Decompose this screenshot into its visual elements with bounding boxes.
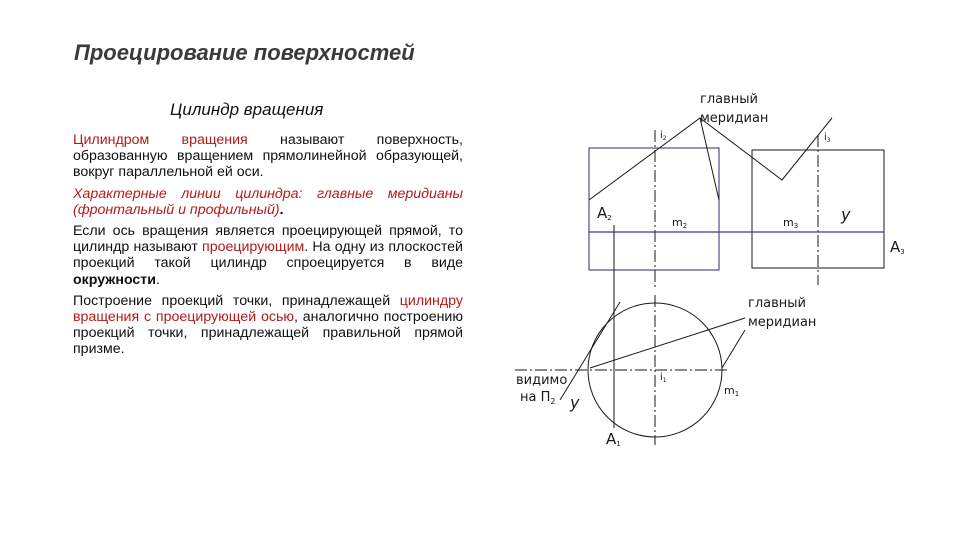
leader-top-left [589,118,719,200]
front-projection-rect [589,148,719,270]
label-m3: m3 [783,216,799,230]
slide-title: Проецирование поверхностей [74,40,415,65]
definition-text: называют поверхность, образованную вращением прямолинейной образующей, вокруг параллельной ей оси. [73,132,463,181]
projecting-text-3: . [155,271,160,288]
label-main-meridian-mid-2: меридиан [748,315,817,330]
axis-y-label-2: y [570,393,580,412]
label-main-meridian-top-1: главный [700,92,758,107]
projecting-text-1: Если ось вращения является проецирующей прямой, то цилиндр называют [73,223,463,256]
period: . [279,201,284,218]
paragraph-projecting [73,223,463,288]
cylinder-projection-drawing [500,80,920,460]
axis-y-label-1: y [841,205,851,224]
term-cylinder-projecting-axis: цилиндру вращения с проецирующей осью [73,292,463,326]
term-projecting: проецирующим [202,239,305,256]
label-m2: m2 [672,216,688,230]
label-i3: $i_3$ [824,132,831,144]
label-visible-1: видимо [516,373,568,388]
paragraph-definition [73,132,463,181]
label-i2: $i_2$ [660,130,667,142]
projecting-text-2: . На одну из плоскостей проекций такой цилиндр спроецируется в виде [73,239,463,272]
characteristic-lines-text: Характерные линии цилиндра: главные меридианы (фронтальный и профильный) [73,185,463,218]
point-a3-label: A3 [890,238,905,256]
label-visible-2: на $П_2$ [520,390,556,406]
point-a1-label: A1 [606,430,621,448]
section-subtitle: Цилиндр вращения [170,100,324,119]
leader-mid-2 [722,330,745,368]
label-main-meridian-top-2: меридиан [700,111,769,126]
leader-top-right [700,118,832,180]
term-cylinder: Цилиндром вращения [73,132,248,148]
construction-text-1: Построение проекций точки, принадлежащей [73,292,400,309]
label-i1: $i_1$ [660,372,667,384]
body-text [73,132,463,363]
term-circle: окружности [73,271,156,288]
label-main-meridian-mid-1: главный [748,296,806,311]
label-m1: m1 [724,384,740,398]
construction-text-2: , аналогично построению проекций точки, принадлежащей правильной прямой призме. [73,309,463,358]
paragraph-construction [73,293,463,358]
point-a2-label: A2 [597,204,612,222]
paragraph-lines [73,186,463,218]
